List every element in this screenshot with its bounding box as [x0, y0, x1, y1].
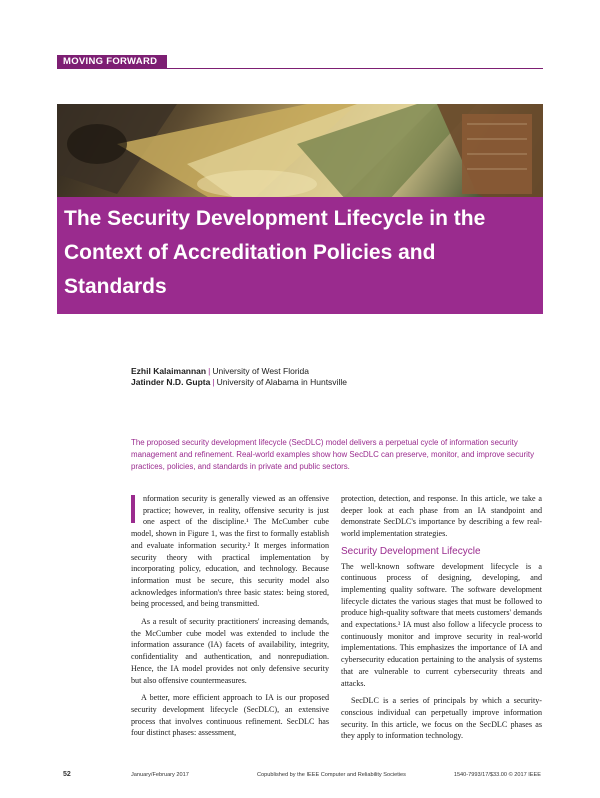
paragraph: The well-known software development lifecycle is a continuous process of designing, developing, and implementing quality software. The software development lifecycle dictates the various stages that must be followed to produce high-quality software that meets customers' demands and expectations.³ IA must also follow a lifecycle process to continuously monitor and improve security in real-world implementations. This emphasizes the importance of IA and cybersecurity education pertaining to the analysis of systems that are vulnerable to current cybersecurity threats and attacks. [341, 561, 542, 688]
abstract: The proposed security development lifecycle (SecDLC) model delivers a perpetual cycle of information security management and refinement. Real-world examples show how SecDLC can preserve, monitor, and improve security practices, policies, and standards in private and public sectors. [131, 438, 535, 471]
paragraph: SecDLC is a series of principals by which a security-conscious individual can perpetually improve information security. In this article, we focus on the SecDLC phases as they apply to information technology. [341, 696, 542, 741]
paragraph [131, 493, 329, 610]
author-list [131, 366, 347, 388]
publisher-line: Copublished by the IEEE Computer and Reliability Societies [257, 772, 406, 778]
drop-cap [131, 495, 135, 523]
author-entry [131, 366, 347, 377]
author-entry [131, 377, 347, 388]
separator: | [208, 366, 211, 376]
paragraph-text: nformation security is generally viewed as an offensive practice; however, in reality, offensive security is just one aspect of the discipline.¹ The McCumber cube model, shown in Figure 1, was the first to formally establish and evaluate information security.² It merges information security theory with practical implementation by incorporating policy, education, and technology. Because information must be secure, this security model also acknowledges information's three basic states: being stored, being processed, and being transmitted. [131, 494, 329, 609]
paragraph: As a result of security practitioners' increasing demands, the McCumber cube model was extended to include the information assurance (IA) facets of availability, integrity, confidentiality and authentication, and nonrepudiation. Hence, the IA model provides not only defensive security but also offensive countermeasures. [131, 617, 329, 685]
author-affiliation: University of Alabama in Huntsville [216, 377, 347, 387]
author-name: Jatinder N.D. Gupta [131, 377, 211, 387]
paragraph: protection, detection, and response. In this article, we take a deeper look at each phase from an IA standpoint and demonstrate SecDLC's importance by describing a few real-world implementation strategies. [341, 494, 542, 539]
body-column-left [131, 493, 329, 745]
issn-line: 1540-7993/17/$33.00 © 2017 IEEE [453, 772, 541, 778]
body-column-right [341, 493, 542, 748]
section-heading: Security Development Lifecycle [341, 545, 481, 557]
section-rule [57, 68, 543, 69]
section-label: MOVING FORWARD [57, 55, 167, 69]
separator: | [212, 377, 215, 387]
paragraph: A better, more efficient approach to IA is our proposed security development lifecycle (SecDLC), an extensive process that involves continuous refinement. SecDLC has four distinct phases: assessment, [131, 693, 329, 738]
author-affiliation: University of West Florida [212, 366, 310, 376]
article-title: The Security Development Lifecycle in the Context of Accreditation Policies and Standards [64, 207, 486, 298]
page-footer [57, 771, 543, 781]
issue-date: January/February 2017 [131, 772, 189, 778]
page-number: 52 [63, 771, 71, 778]
author-name: Ezhil Kalaimannan [131, 366, 207, 376]
